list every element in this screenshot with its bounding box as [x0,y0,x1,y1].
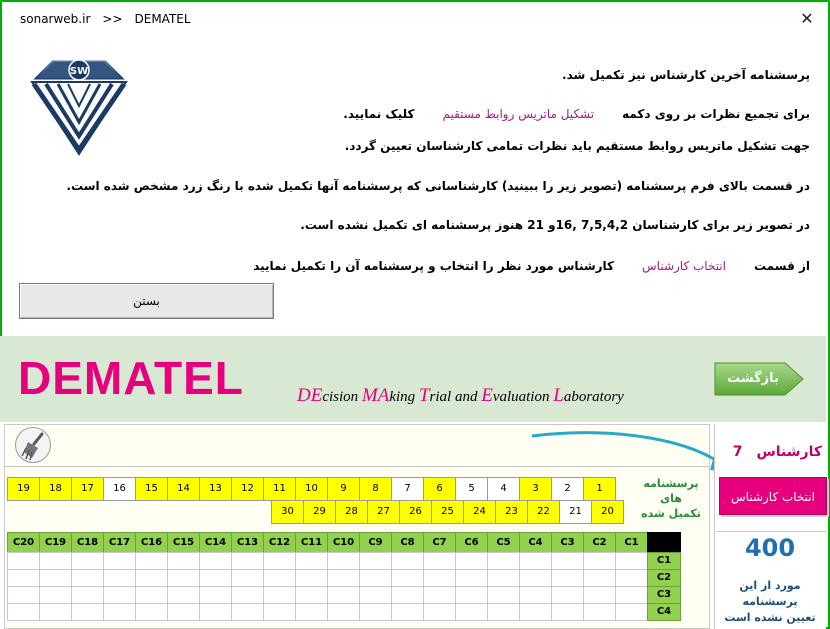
matrix-cell [391,552,424,570]
matrix-cell [263,569,296,587]
matrix-column-header: C18 [71,532,104,553]
title-separator: >> [102,12,123,26]
completed-label-line1: پرسشنامه های [643,477,699,505]
matrix-row-label: C1 [647,552,681,570]
matrix-row-label: C2 [647,569,681,587]
matrix-column-header: C14 [199,532,232,553]
matrix-cell [327,569,360,587]
message-line-4: در قسمت بالای فرم پرسشنامه (تصویر زیر را ببینید) کارشناسانی که پرسشنامه آنها تکمیل شده با رنگ زرد مشخص شده است. [66,179,810,193]
matrix-column-header: C17 [103,532,136,553]
message-line-6-b: کارشناس مورد نظر را انتخاب و پرسشنامه آن را تکمیل نمایید [253,259,615,273]
matrix-cell [615,569,648,587]
matrix-column-header: C1 [615,532,648,553]
questionnaire-cell: 25 [431,500,464,524]
matrix-cell [519,552,552,570]
matrix-cell [7,552,40,570]
expert-label-text: کارشناس [756,444,822,460]
questionnaire-cell: 1 [583,477,616,501]
close-button[interactable]: بستن [19,283,274,319]
matrix-cell [263,586,296,604]
broom-icon [16,428,52,464]
direct-matrix-link: تشکیل ماتریس روابط مستقیم [442,107,595,121]
matrix-cell [551,603,584,621]
questionnaire-cell: 9 [327,477,360,501]
questionnaire-cell: 22 [527,500,560,524]
questionnaire-cell: 20 [591,500,624,524]
matrix-cell [327,603,360,621]
questionnaire-cell: 18 [39,477,72,501]
matrix-cell [519,569,552,587]
matrix-row [8,604,681,621]
matrix-cell [71,552,104,570]
message-line-6 [253,259,810,273]
questionnaire-cell: 12 [231,477,264,501]
matrix-cell [391,586,424,604]
questionnaire-cell: 6 [423,477,456,501]
matrix-cell [103,603,136,621]
questionnaire-cell: 13 [199,477,232,501]
questionnaire-cell: 15 [135,477,168,501]
matrix-cell [455,552,488,570]
broom-button[interactable] [15,427,51,463]
matrix-column-header: C10 [327,532,360,553]
matrix-cell [615,603,648,621]
matrix-cell [423,569,456,587]
message-line-2-a: برای تجمیع نظرات بر روی دکمه [622,107,810,121]
matrix-column-header: C13 [231,532,264,553]
matrix-cell [103,569,136,587]
completed-label-line2: تکمیل شده [641,507,701,520]
matrix-cell [423,603,456,621]
matrix-cell [327,586,360,604]
matrix-cell [135,586,168,604]
matrix-cell [359,603,392,621]
matrix-cell [39,552,72,570]
matrix-cell [167,586,200,604]
sub-rest-5: aboratory [563,389,624,405]
matrix-cell [135,552,168,570]
expert-label [734,444,822,460]
matrix-cell [455,569,488,587]
select-expert-link: انتخاب کارشناس [642,259,726,273]
direct-matrix-grid [8,532,681,621]
questionnaire-cell: 14 [167,477,200,501]
matrix-cell [295,603,328,621]
matrix-cell [199,586,232,604]
matrix-cell [231,603,264,621]
questionnaire-cell: 23 [495,500,528,524]
matrix-cell [71,603,104,621]
matrix-cell [551,569,584,587]
matrix-cell [135,603,168,621]
matrix-cell [359,552,392,570]
matrix-cell [551,552,584,570]
sub-cap-4: E [481,385,493,406]
matrix-cell [7,569,40,587]
sub-cap-1: DE [297,385,323,406]
matrix-cell [359,569,392,587]
matrix-cell [487,586,520,604]
completed-row-2 [272,500,624,524]
matrix-column-header: C19 [39,532,72,553]
sub-cap-2: MA [361,385,390,406]
matrix-cell [423,586,456,604]
questionnaire-cell: 30 [271,500,304,524]
matrix-cell [295,552,328,570]
remaining-caption-line1: مورد از این پرسشنامه [739,579,801,608]
sub-rest-1: cision [322,389,362,405]
matrix-row [8,570,681,587]
message-line-2 [343,107,810,121]
matrix-cell [583,569,616,587]
matrix-cell [167,552,200,570]
questionnaire-cell: 11 [263,477,296,501]
remaining-caption [714,578,826,626]
message-line-6-a: از قسمت [753,259,810,273]
message-line-5: در تصویر زیر برای کارشناسان 7,5,4,2 ,16و 21 هنوز پرسشنامه ای تکمیل نشده است. [300,218,810,232]
matrix-cell [295,586,328,604]
matrix-cell [7,586,40,604]
panel-divider [716,531,826,532]
matrix-cell [71,569,104,587]
matrix-column-header: C6 [455,532,488,553]
matrix-cell [199,569,232,587]
matrix-column-header: C12 [263,532,296,553]
matrix-cell [7,603,40,621]
matrix-row [8,587,681,604]
questionnaire-cell: 3 [519,477,552,501]
matrix-cell [327,552,360,570]
matrix-cell [263,552,296,570]
questionnaire-cell: 29 [303,500,336,524]
sub-rest-4: valuation [492,389,554,405]
back-button[interactable] [713,360,805,398]
matrix-cell [231,569,264,587]
matrix-cell [391,569,424,587]
title-name: DEMATEL [134,12,191,26]
matrix-cell [359,586,392,604]
matrix-cell [583,603,616,621]
matrix-cell [199,603,232,621]
matrix-cell [39,586,72,604]
dematel-title: DEMATEL [18,352,244,404]
questionnaire-cell: 8 [359,477,392,501]
matrix-column-header: C2 [583,532,616,553]
close-icon[interactable]: ✕ [800,9,814,28]
matrix-column-header: C11 [295,532,328,553]
matrix-cell [615,552,648,570]
sub-rest-3: rial and [429,389,482,405]
matrix-cell [615,586,648,604]
diamond-logo-icon [24,50,134,158]
questionnaire-cell: 28 [335,500,368,524]
completed-label [634,476,708,521]
matrix-cell [487,552,520,570]
matrix-column-header: C20 [7,532,40,553]
completed-row-1 [8,477,616,501]
matrix-cell [423,552,456,570]
matrix-cell [455,603,488,621]
questionnaire-cell: 26 [399,500,432,524]
questionnaire-cell: 5 [455,477,488,501]
matrix-column-header: C16 [135,532,168,553]
questionnaire-cell: 7 [391,477,424,501]
matrix-cell [167,569,200,587]
matrix-header-row [8,532,681,553]
matrix-column-header: C3 [551,532,584,553]
questionnaire-cell: 21 [559,500,592,524]
questionnaire-cell: 10 [295,477,328,501]
message-line-1: پرسشنامه آخرین کارشناس نیز تکمیل شد. [562,68,810,82]
back-button-label: بازگشت [727,371,779,386]
matrix-cell [103,586,136,604]
matrix-cell [231,552,264,570]
questionnaire-cell: 17 [71,477,104,501]
matrix-cell [487,603,520,621]
matrix-cell [199,552,232,570]
matrix-cell [391,603,424,621]
dematel-subtitle [297,385,624,407]
matrix-column-header: C9 [359,532,392,553]
pointer-arrow-icon [528,430,738,480]
matrix-cell [39,569,72,587]
matrix-column-header: C8 [391,532,424,553]
matrix-cell [135,569,168,587]
questionnaire-cell: 16 [103,477,136,501]
matrix-cell [455,586,488,604]
title-site: sonarweb.ir [20,12,91,26]
matrix-cell [231,586,264,604]
select-expert-button[interactable]: انتخاب کارشناس [719,477,827,515]
matrix-cell [39,603,72,621]
questionnaire-cell: 4 [487,477,520,501]
remaining-count: 400 [744,534,796,562]
message-line-2-b: کلیک نمایید. [343,107,415,121]
logo-text: SW [69,66,89,77]
matrix-cell [551,586,584,604]
title-bar [2,2,828,36]
matrix-column-header: C7 [423,532,456,553]
sub-cap-5: L [553,385,564,406]
matrix-cell [103,552,136,570]
sub-rest-2: king [389,389,419,405]
matrix-column-header: C5 [487,532,520,553]
questionnaire-cell: 27 [367,500,400,524]
matrix-row-label: C4 [647,603,681,621]
matrix-row [8,553,681,570]
matrix-cell [263,603,296,621]
window-title [20,12,191,26]
matrix-cell [295,569,328,587]
matrix-column-header: C4 [519,532,552,553]
message-line-3: جهت تشکیل ماتریس روابط مستقیم باید نظرات تمامی کارشناسان تعیین گردد. [344,139,810,153]
sub-cap-3: T [418,385,430,406]
matrix-cell [519,586,552,604]
questionnaire-cell: 19 [7,477,40,501]
matrix-cell [487,569,520,587]
matrix-cell [71,586,104,604]
matrix-column-header: C15 [167,532,200,553]
questionnaire-cell: 24 [463,500,496,524]
matrix-cell [583,552,616,570]
expert-number: 7 [732,444,743,460]
matrix-cell [583,586,616,604]
matrix-corner [647,532,681,553]
matrix-row-label: C3 [647,586,681,604]
remaining-caption-line2: تعیین نشده است [724,611,816,624]
questionnaire-cell: 2 [551,477,584,501]
matrix-cell [519,603,552,621]
matrix-cell [167,603,200,621]
